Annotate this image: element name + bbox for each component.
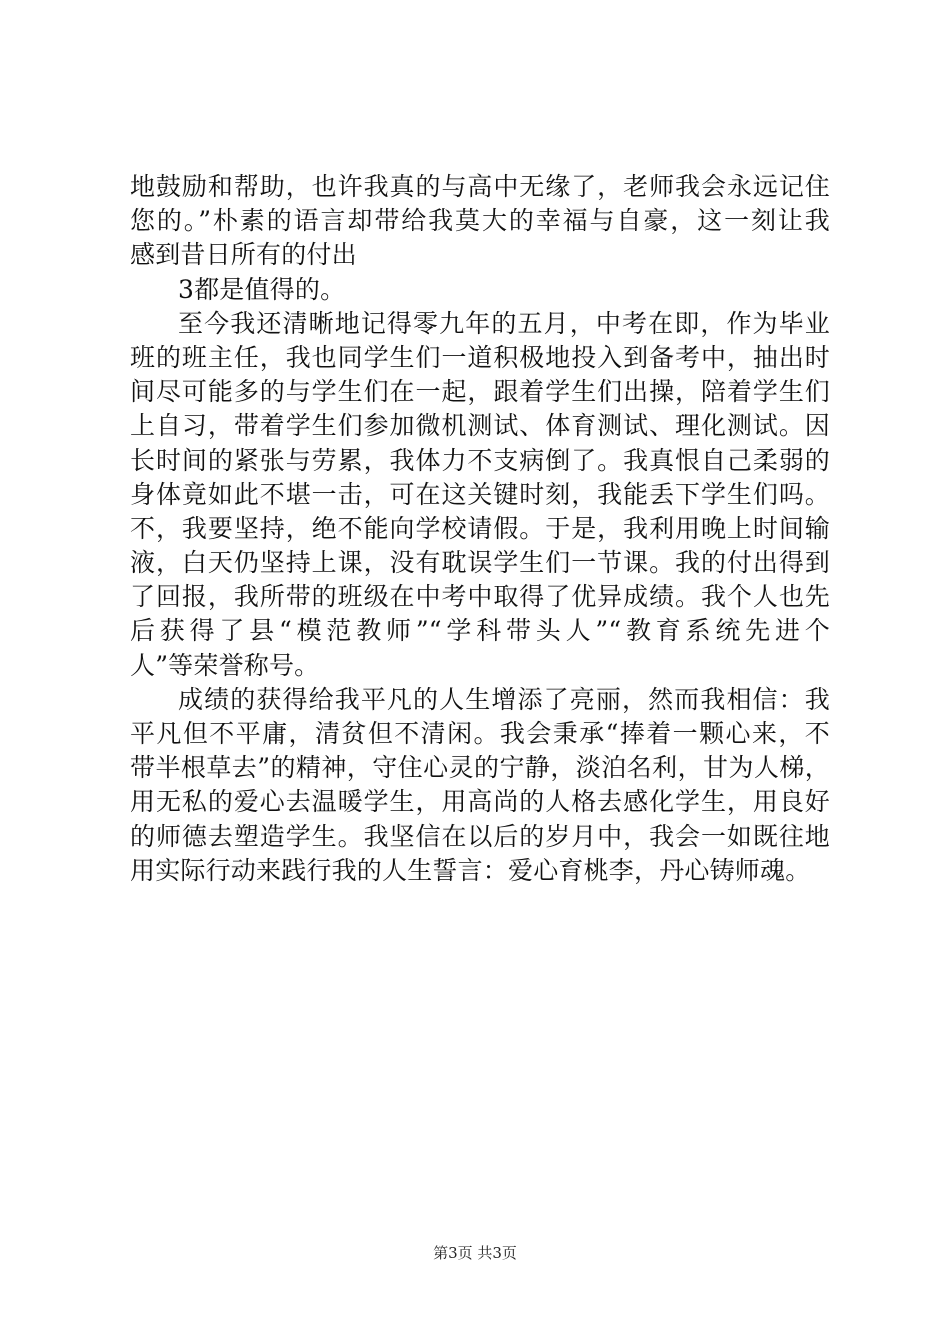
text-line: 您的。”朴素的语言却带给我莫大的幸福与自豪，这一刻让我 (130, 206, 830, 236)
text-line: 至今我还清晰地记得零九年的五月，中考在即，作为毕业 (178, 308, 830, 338)
text-line: 身体竟如此不堪一击，可在这关键时刻，我能丢下学生们吗。 (130, 479, 830, 509)
text-line: 用实际行动来践行我的人生誓言：爱心育桃李，丹心铸师魂。 (130, 855, 811, 885)
text-line: 后获得了县“模范教师”“学科带头人”“教育系统先进个 (130, 616, 830, 646)
text-line: 平凡但不平庸，清贫但不清闲。我会秉承“捧着一颗心来，不 (130, 719, 830, 748)
text-line: 液，白天仍坚持上课，没有耽误学生们一节课。我的付出得到 (130, 548, 830, 578)
text-line: 的师德去塑造学生。我坚信在以后的岁月中，我会一如既往地 (130, 821, 830, 851)
text-line: 3都是值得的。 (178, 274, 346, 304)
text-line: 用无私的爱心去温暖学生，用高尚的人格去感化学生，用良好 (130, 787, 830, 817)
text-line: 不，我要坚持，绝不能向学校请假。于是，我利用晚上时间输 (130, 513, 830, 543)
text-line: 了回报，我所带的班级在中考中取得了优异成绩。我个人也先 (130, 582, 830, 612)
text-line: 间尽可能多的与学生们在一起，跟着学生们出操，陪着学生们 (130, 377, 830, 407)
text-line: 成绩的获得给我平凡的人生增添了亮丽，然而我相信：我 (178, 684, 830, 714)
text-line: 长时间的紧张与劳累，我体力不支病倒了。我真恨自己柔弱的 (130, 445, 830, 475)
text-line: 带半根草去”的精神，守住心灵的宁静，淡泊名利，甘为人梯， (130, 753, 830, 783)
page-footer: 第3页 共3页 (433, 1244, 517, 1262)
text-line: 上自习，带着学生们参加微机测试、体育测试、理化测试。因 (130, 411, 830, 441)
text-line: 班的班主任，我也同学生们一道积极地投入到备考中，抽出时 (130, 342, 830, 372)
text-line: 人”等荣誉称号。 (130, 650, 320, 680)
text-line: 地鼓励和帮助，也许我真的与高中无缘了，老师我会永远记住 (130, 172, 830, 201)
text-line: 感到昔日所有的付出 (130, 240, 357, 270)
body-text (130, 170, 830, 888)
